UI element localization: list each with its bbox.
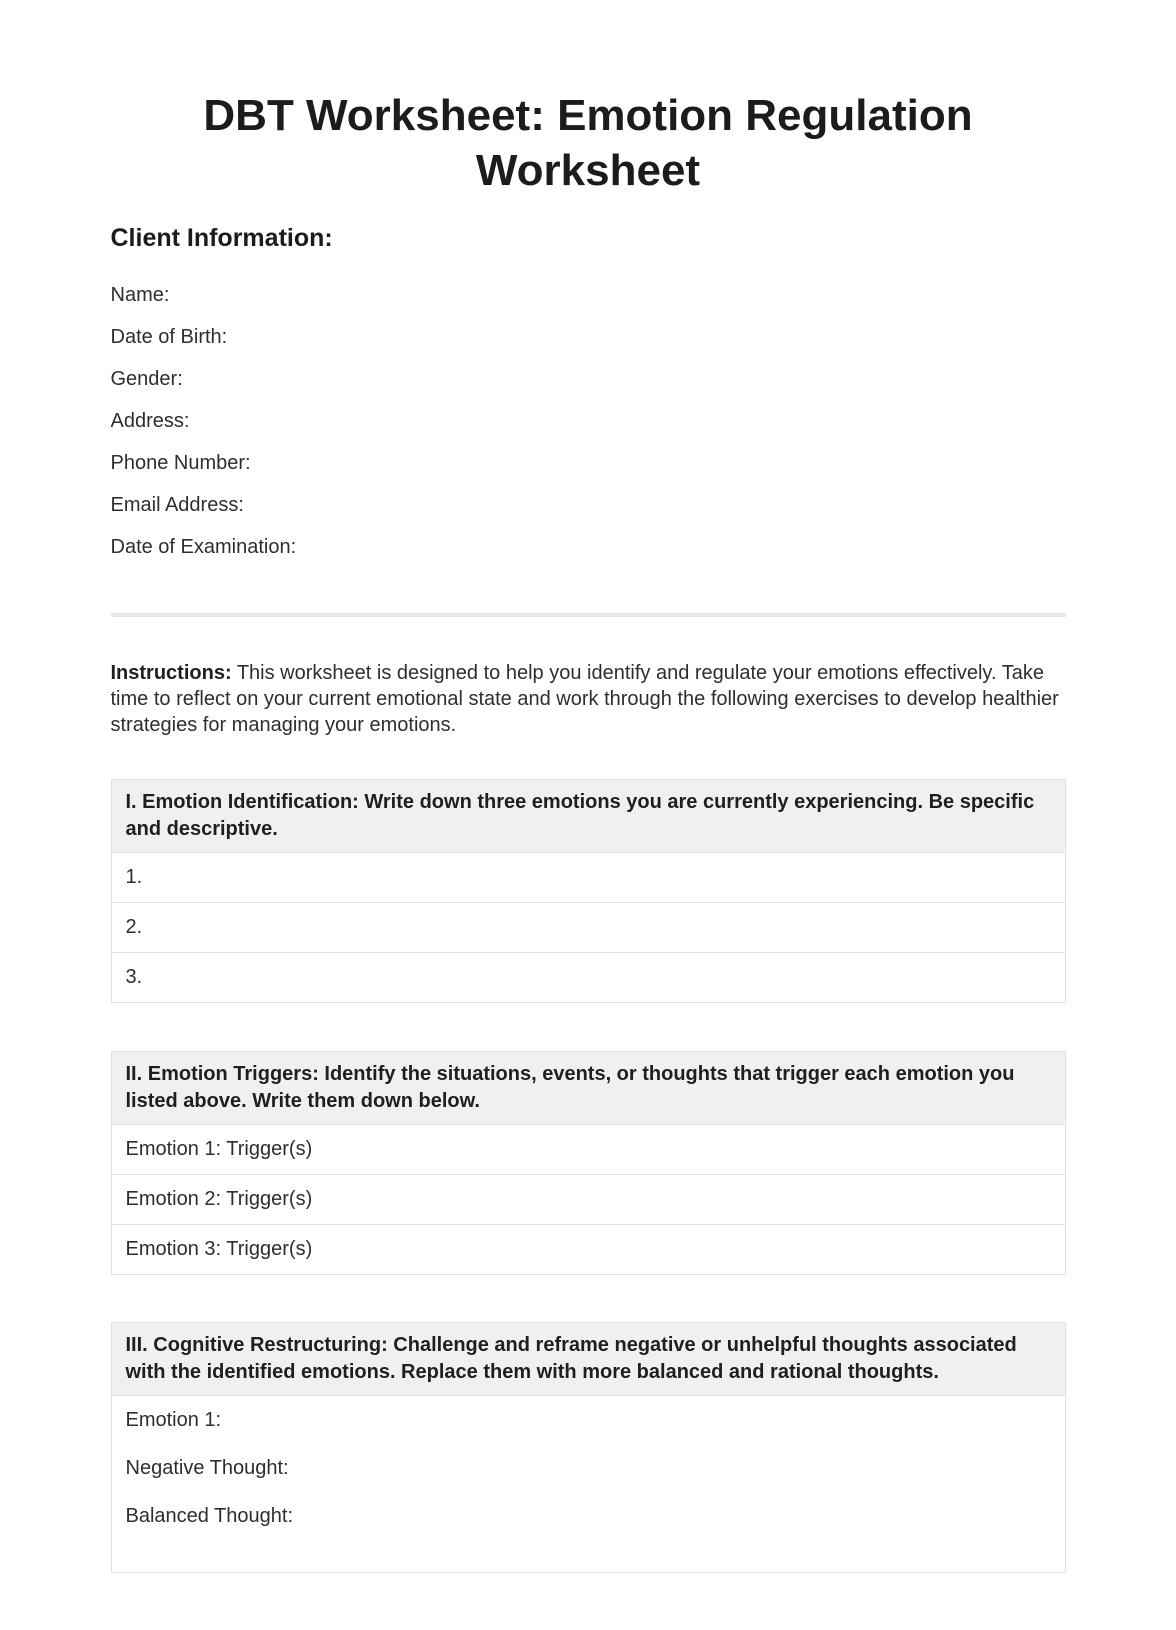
field-label-date-of-birth: Date of Birth: xyxy=(110,326,228,348)
field-label-name: Name: xyxy=(110,284,170,306)
field-label-gender: Gender: xyxy=(110,368,183,390)
field-label-email-address: Email Address: xyxy=(110,494,244,516)
emotion-triggers-header: II. Emotion Triggers: Identify the situations, events, or thoughts that trigger each emotion you listed above. Write them down below. xyxy=(111,1052,1065,1125)
negative-thought-label: Negative Thought: xyxy=(125,1457,289,1479)
table-row xyxy=(111,1125,1065,1175)
emotion-1-trigger-cell: Emotion 1: Trigger(s) xyxy=(111,1125,1065,1175)
emotion-identification-header: I. Emotion Identification: Write down three emotions you are currently experiencing. Be specific and descriptive. xyxy=(111,780,1065,853)
emotion-identification-table xyxy=(111,779,1066,1003)
emotion-entry-2-cell: 2. xyxy=(111,903,1065,953)
cognitive-restructuring-header: III. Cognitive Restructuring: Challenge and reframe negative or unhelpful thoughts associated with the identified emotions. Replace them with more balanced and rational thoughts. xyxy=(111,1323,1065,1396)
table-row xyxy=(111,853,1065,903)
emotion-1-label: Emotion 1: xyxy=(125,1409,222,1431)
table-row xyxy=(111,903,1065,953)
emotion-entry-1-cell: 1. xyxy=(111,853,1065,903)
emotion-triggers-header-row xyxy=(111,1052,1065,1125)
instructions-paragraph xyxy=(111,660,1066,738)
balanced-thought-label: Balanced Thought: xyxy=(125,1505,294,1527)
cognitive-restructuring-header-row xyxy=(111,1323,1065,1396)
field-label-phone-number: Phone Number: xyxy=(110,452,251,474)
client-information-heading: Client Information: xyxy=(110,224,333,252)
instructions-text: This worksheet is designed to help you identify and regulate your emotions effectively. Take time to reflect on your current emotional state and work through the following exercises to develop healthier strategies for managing your emotions. xyxy=(110,662,1059,736)
table-row xyxy=(111,1175,1065,1225)
table-row xyxy=(111,1396,1065,1573)
cognitive-restructuring-cell xyxy=(111,1396,1065,1573)
emotion-3-trigger-cell: Emotion 3: Trigger(s) xyxy=(111,1225,1065,1275)
emotion-triggers-table xyxy=(111,1051,1066,1275)
cognitive-restructuring-table xyxy=(111,1322,1066,1573)
document-title: DBT Worksheet: Emotion Regulation Worksheet xyxy=(203,91,973,195)
emotion-identification-header-row xyxy=(111,780,1065,853)
section-divider xyxy=(111,613,1066,617)
instructions-label: Instructions: xyxy=(110,662,232,684)
client-information-fields xyxy=(111,284,1066,559)
table-row xyxy=(111,1225,1065,1275)
table-row xyxy=(111,953,1065,1003)
emotion-entry-3-cell: 3. xyxy=(111,953,1065,1003)
worksheet-page xyxy=(111,0,1066,1630)
field-label-date-of-examination: Date of Examination: xyxy=(110,536,297,558)
field-label-address: Address: xyxy=(110,410,190,432)
emotion-2-trigger-cell: Emotion 2: Trigger(s) xyxy=(111,1175,1065,1225)
